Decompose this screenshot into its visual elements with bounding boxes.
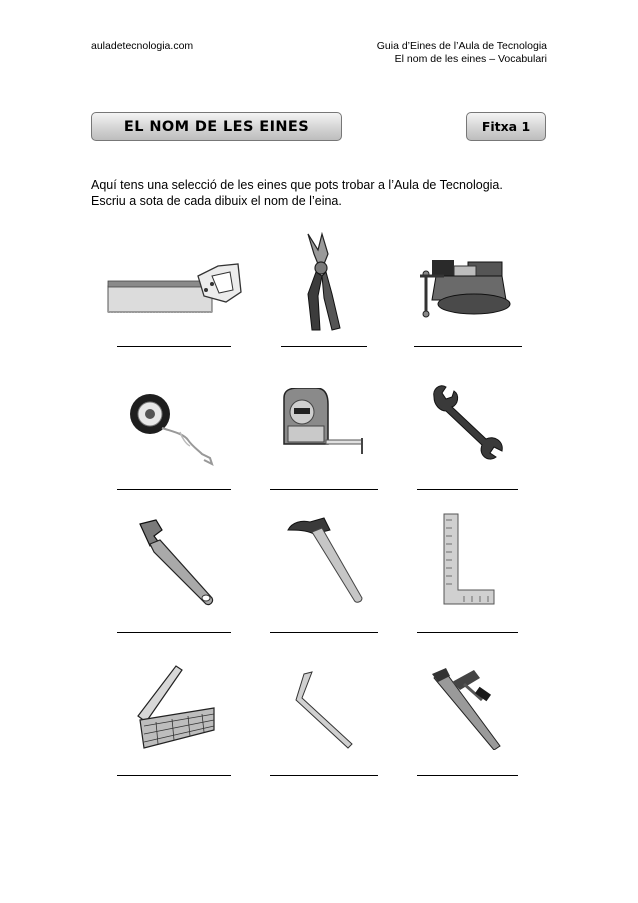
adjustable-wrench-icon — [132, 518, 218, 606]
carpenter-square-icon — [440, 512, 496, 606]
answer-line[interactable] — [281, 346, 367, 347]
folding-ruler-icon — [136, 664, 218, 750]
instruction-line: Escriu a sota de cada dibuix el nom de l’eina. — [91, 194, 342, 208]
answer-line[interactable] — [117, 346, 231, 347]
instruction-line: Aquí tens una selecció de les eines que pots trobar a l’Aula de Tecnologia. — [91, 178, 503, 192]
answer-line[interactable] — [417, 489, 518, 490]
open-end-wrench-icon — [428, 383, 508, 463]
answer-line[interactable] — [117, 489, 231, 490]
claw-hammer-icon — [286, 516, 366, 604]
answer-line[interactable] — [417, 632, 518, 633]
answer-line[interactable] — [270, 489, 378, 490]
tape-measure-icon — [278, 388, 368, 464]
instructions — [91, 177, 503, 209]
sheet-label: Fitxa 1 — [466, 112, 546, 141]
answer-line[interactable] — [270, 775, 378, 776]
measuring-tape-reel-icon — [128, 388, 220, 466]
answer-line[interactable] — [117, 775, 231, 776]
tenon-saw-icon — [106, 262, 244, 318]
guide-subtitle: El nom de les eines – Vocabulari — [394, 53, 547, 65]
site-name: auladetecnologia.com — [91, 40, 194, 52]
document-header — [377, 40, 547, 66]
allen-key-icon — [294, 670, 358, 750]
pliers-icon — [296, 232, 346, 334]
bench-vise-icon — [418, 250, 518, 322]
answer-line[interactable] — [270, 632, 378, 633]
answer-line[interactable] — [417, 775, 518, 776]
guide-title: Guia d’Eines de l’Aula de Tecnologia — [376, 40, 547, 52]
bar-clamp-icon — [430, 666, 506, 750]
answer-line[interactable] — [414, 346, 522, 347]
worksheet-title: EL NOM DE LES EINES — [91, 112, 342, 141]
answer-line[interactable] — [117, 632, 231, 633]
